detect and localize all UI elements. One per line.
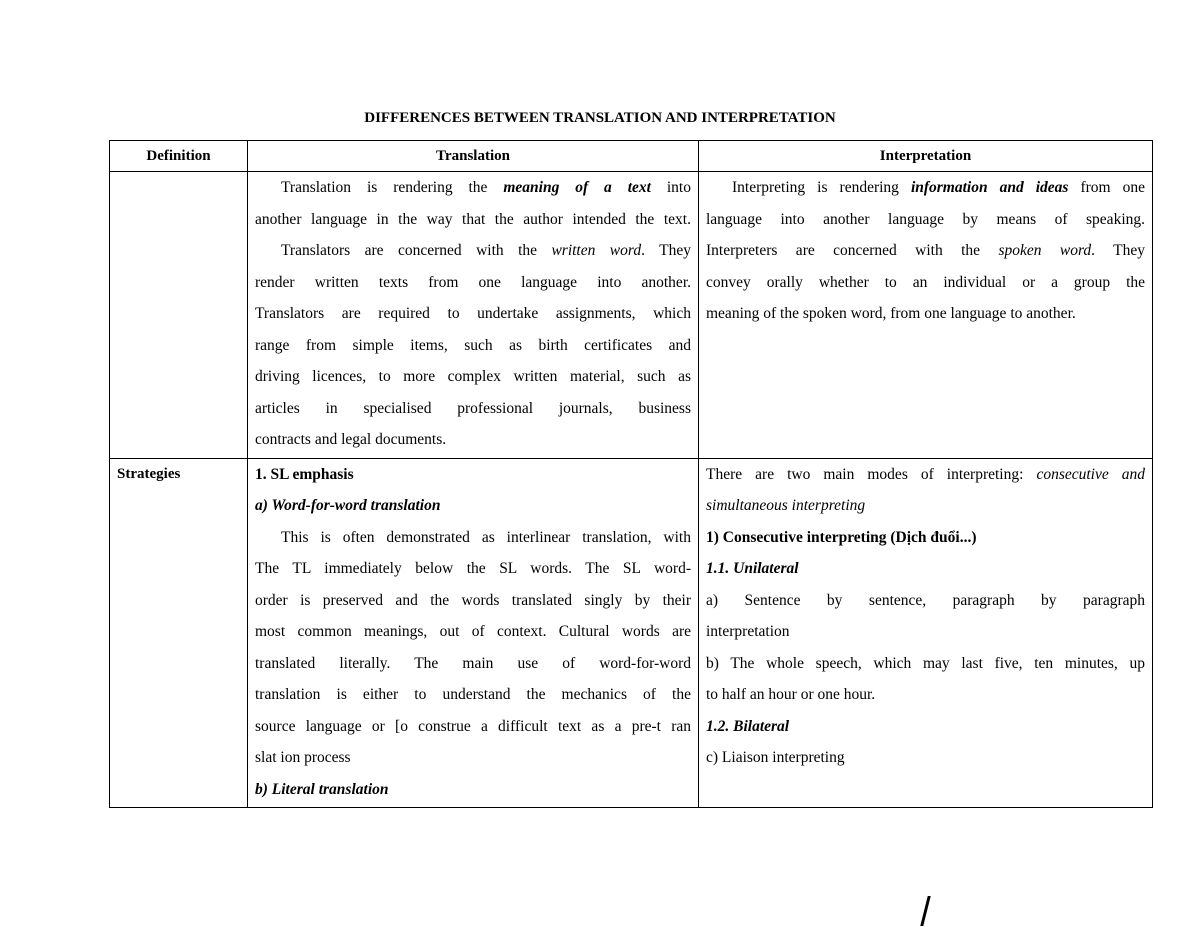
text-line: range from simple items, such as birth certificates and <box>255 336 691 354</box>
text-line: Translators are concerned with the written word. They <box>281 242 691 259</box>
row-label-text: Strategies <box>117 465 181 482</box>
subsection-heading: b) Literal translation <box>255 780 389 798</box>
text-line: Translation is rendering the meaning of a text into <box>281 179 691 196</box>
text-line: source language or [o construe a difficult text as a pre-t ran <box>255 717 691 735</box>
text-line: articles in specialised professional journals, business <box>255 399 691 417</box>
definition-interpretation-cell <box>699 172 1153 459</box>
text-line: meaning of the spoken word, from one language to another. <box>706 305 1076 322</box>
text-line: There are two main modes of interpreting: consecutive and <box>706 465 1145 483</box>
definition-row <box>110 172 1153 459</box>
section-heading: 1) Consecutive interpreting (Dịch đuổi...) <box>706 528 977 546</box>
subsection-heading: 1.1. Unilateral <box>706 560 799 577</box>
text-line: driving licences, to more complex written material, such as <box>255 368 691 385</box>
text-line: another language in the way that the author intended the text. <box>255 210 691 228</box>
text-line: slat ion process <box>255 749 351 766</box>
text-line: translated literally. The main use of word-for-word <box>255 654 691 672</box>
header-interpretation: Interpretation <box>699 141 1153 172</box>
subsection-heading: a) Word-for-word translation <box>255 497 441 514</box>
text-line: translation is either to understand the mechanics of the <box>255 686 691 703</box>
text-line: interpretation <box>706 623 790 640</box>
strategies-row-label <box>110 458 248 808</box>
text-line: simultaneous interpreting <box>706 497 866 514</box>
text-line: render written texts from one language into another. <box>255 273 691 291</box>
definition-translation-cell <box>248 172 699 459</box>
text-line: This is often demonstrated as interlinear translation, with <box>281 528 691 546</box>
text-line: convey orally whether to an individual or a group the <box>706 273 1145 291</box>
strategies-interpretation-cell <box>699 458 1153 808</box>
subsection-heading: 1.2. Bilateral <box>706 717 790 735</box>
strategies-row <box>110 458 1153 808</box>
text-line: contracts and legal documents. <box>255 431 447 448</box>
text-line: order is preserved and the words translated singly by their <box>255 591 691 609</box>
text-line: c) Liaison interpreting <box>706 749 845 766</box>
definition-row-label <box>110 172 248 459</box>
header-definition: Definition <box>110 141 248 172</box>
text-line: The TL immediately below the SL words. The SL word- <box>255 560 691 577</box>
text-line: to half an hour or one hour. <box>706 686 876 703</box>
text-line: Interpreters are concerned with the spoken word. They <box>706 242 1145 259</box>
text-line: b) The whole speech, which may last five, ten minutes, up <box>706 654 1145 672</box>
strategies-translation-cell <box>248 458 699 808</box>
section-heading: 1. SL emphasis <box>255 465 354 483</box>
text-line: Interpreting is rendering information and ideas from one <box>732 179 1146 196</box>
document-title: DIFFERENCES BETWEEN TRANSLATION AND INTERPRETATION <box>364 110 836 126</box>
text-line: a) Sentence by sentence, paragraph by paragraph <box>706 591 1145 609</box>
text-line: most common meanings, out of context. Cultural words are <box>255 623 691 640</box>
header-translation: Translation <box>248 141 699 172</box>
comparison-table <box>109 140 1153 808</box>
pen-stroke-mark <box>920 896 930 926</box>
text-line: Translators are required to undertake assignments, which <box>255 305 691 322</box>
header-row <box>110 141 1153 172</box>
text-line: language into another language by means of speaking. <box>706 210 1145 228</box>
